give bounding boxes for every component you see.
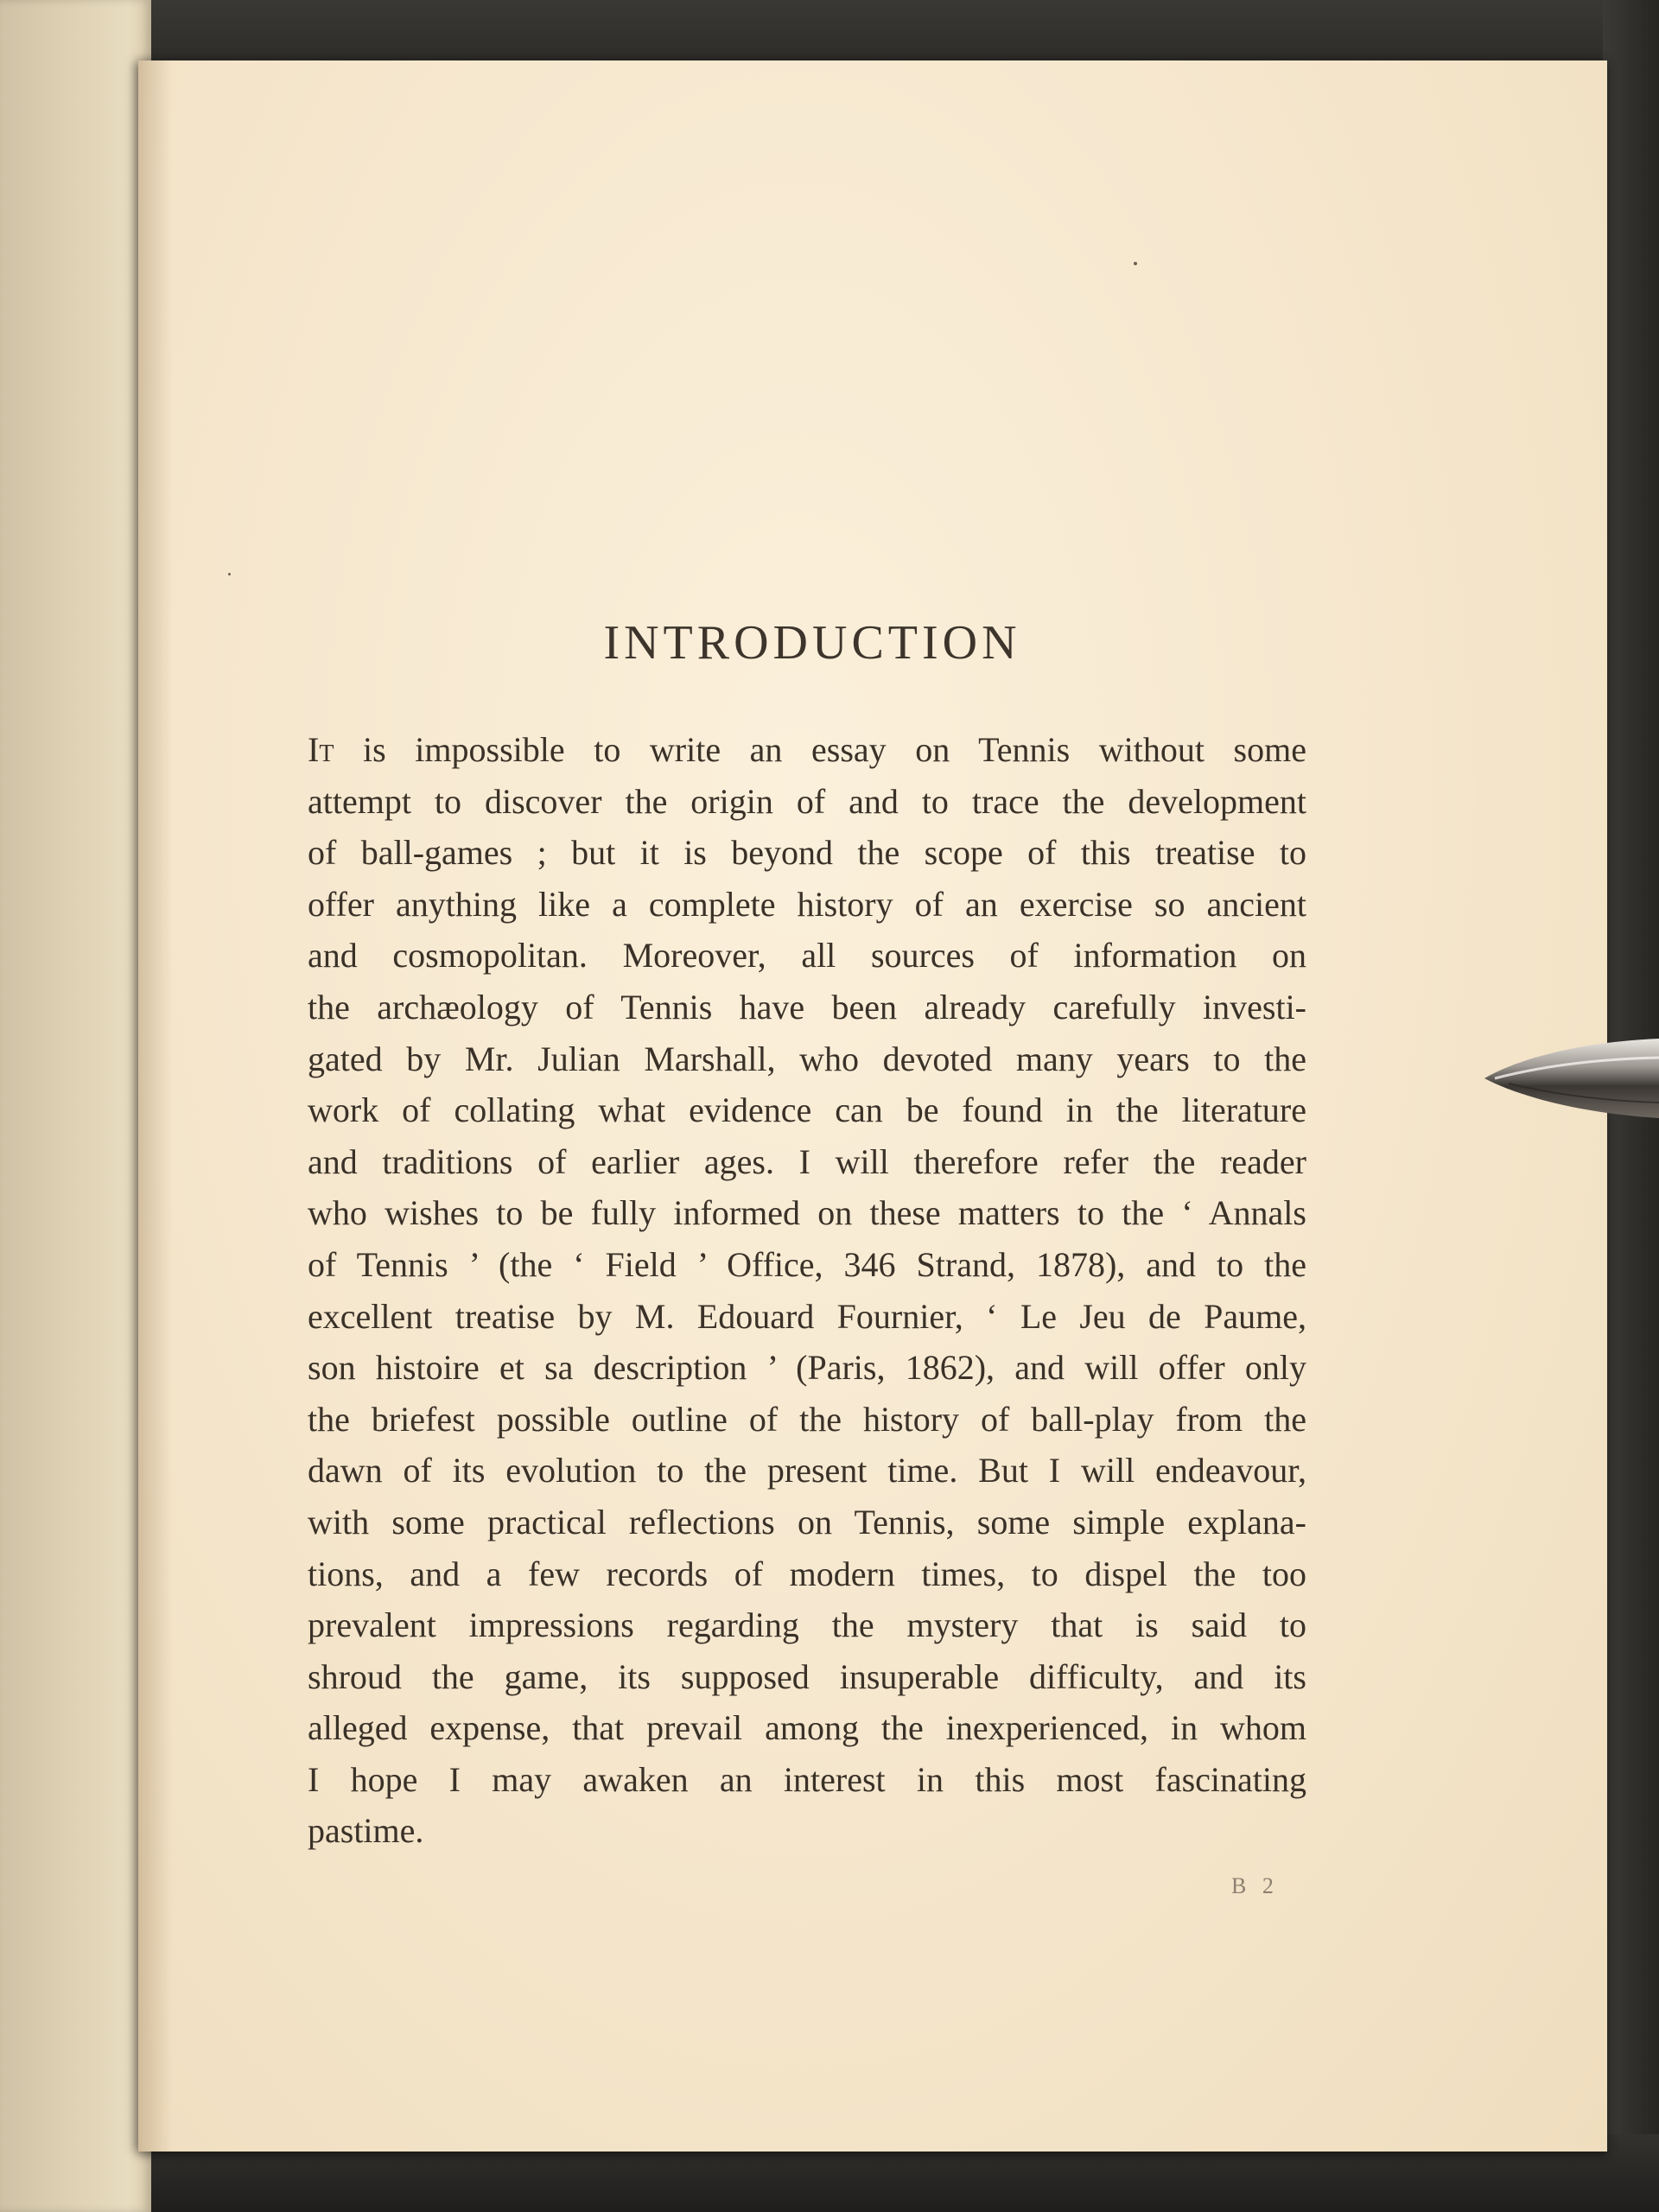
lead-word: It xyxy=(308,730,334,769)
text-line: of ball-games ; but it is beyond the scope of this treatise to xyxy=(308,833,1306,873)
text-line: son histoire et sa description ’ (Paris, 1862), and will offer only xyxy=(308,1348,1306,1388)
text-line: work of collating what evidence can be found in the literature xyxy=(308,1090,1306,1130)
paper-speck xyxy=(1134,262,1137,265)
paper-speck xyxy=(228,573,231,575)
signature-mark: B 2 xyxy=(1231,1873,1279,1898)
text-line: shroud the game, its supposed insuperable difficulty, and its xyxy=(308,1656,1306,1696)
text-line: offer anything like a complete history of an exercise so ancient xyxy=(308,884,1306,924)
text-line: prevalent impressions regarding the mystery that is said to xyxy=(308,1605,1306,1645)
text-line: tions, and a few records of modern times, to dispel the too xyxy=(308,1554,1306,1593)
facing-page-edge xyxy=(0,0,151,2212)
text-line: and traditions of earlier ages. I will therefore refer the reader xyxy=(308,1141,1306,1181)
text-line: gated by Mr. Julian Marshall, who devoted many years to the xyxy=(308,1039,1306,1078)
text-line: It is impossible to write an essay on Tennis without some xyxy=(308,730,1306,769)
text-line: pastime. xyxy=(308,1811,424,1851)
text-line: excellent treatise by M. Edouard Fournier, ‘ Le Jeu de Paume, xyxy=(308,1296,1306,1336)
introduction-paragraph xyxy=(308,724,1306,1857)
chapter-title: INTRODUCTION xyxy=(603,616,1021,670)
pen-tip-icon xyxy=(1483,1033,1659,1123)
text-line: of Tennis ’ (the ‘ Field ’ Office, 346 Strand, 1878), and to the xyxy=(308,1244,1306,1284)
text-line: alleged expense, that prevail among the inexperienced, in whom xyxy=(308,1708,1306,1748)
text-line: who wishes to be fully informed on these matters to the ‘ Annals xyxy=(308,1193,1306,1233)
text-line: I hope I may awaken an interest in this most fascinating xyxy=(308,1759,1306,1799)
text-line: with some practical reflections on Tennis, some simple explana- xyxy=(308,1502,1306,1541)
text-line: and cosmopolitan. Moreover, all sources of information on xyxy=(308,936,1306,976)
page-gutter-shadow xyxy=(138,60,173,2152)
text-line: the archæology of Tennis have been already carefully investi- xyxy=(308,987,1306,1027)
text-line: the briefest possible outline of the history of ball-play from the xyxy=(308,1399,1306,1439)
text-line: dawn of its evolution to the present time. But I will endeavour, xyxy=(308,1451,1306,1491)
text-line: attempt to discover the origin of and to trace the development xyxy=(308,781,1306,821)
